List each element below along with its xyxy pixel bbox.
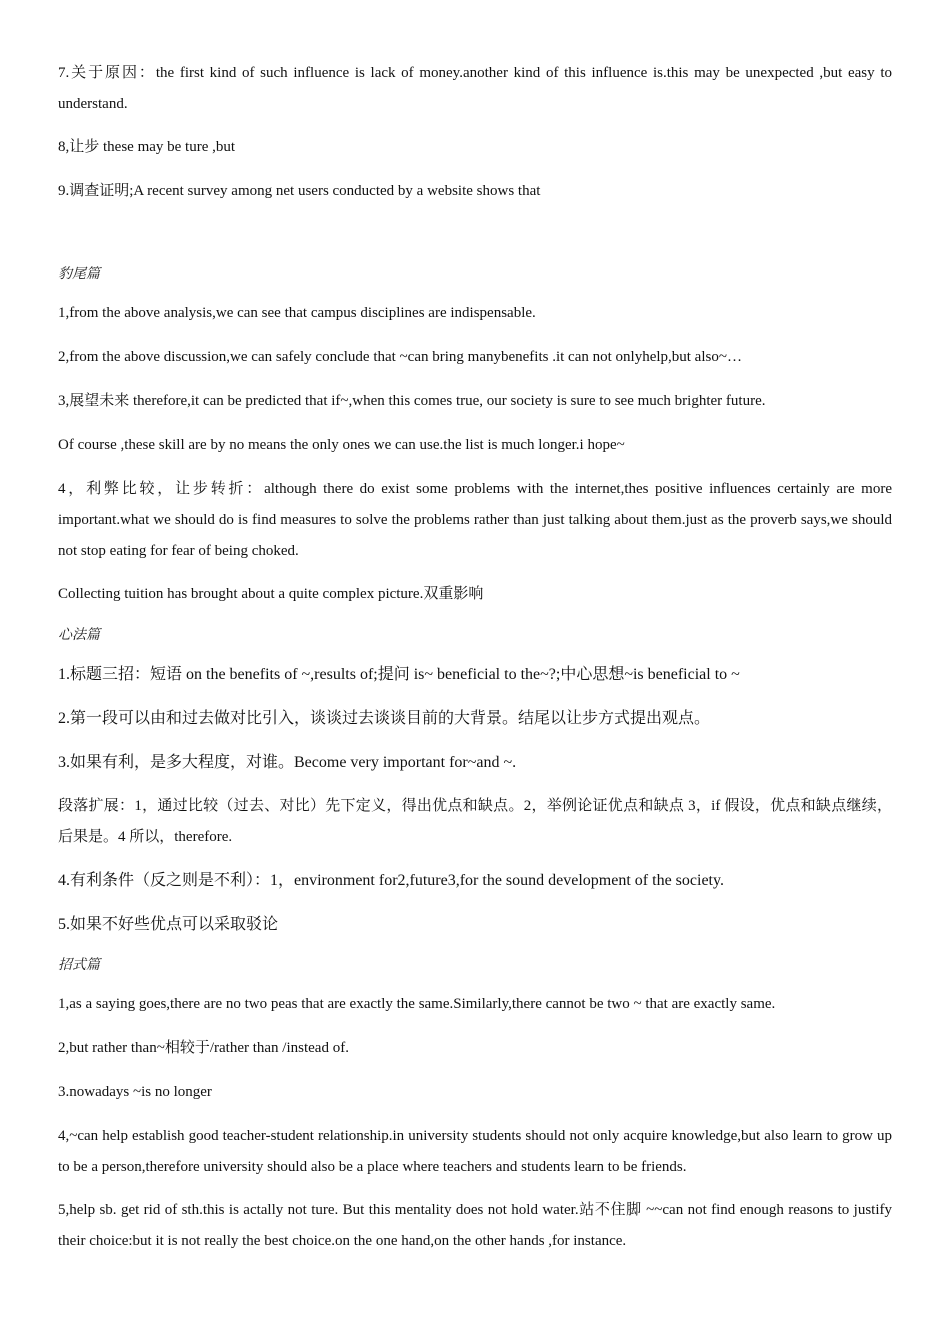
paragraph: 1.标题三招：短语 on the benefits of ~,results of;提问 is~ beneficial to the~?;中心思想~is beneficial to ~ xyxy=(58,666,740,683)
document-page xyxy=(58,58,892,1269)
section-heading: 心法篇 xyxy=(58,627,100,643)
paragraph: 7.关于原因：the first kind of such influence is lack of money.another kind of this influence is.this may be unexpected ,but easy to understand. xyxy=(58,65,892,112)
paragraph: 5.如果不好些优点可以采取驳论 xyxy=(58,916,279,933)
section-heading: 豹尾篇 xyxy=(58,266,100,282)
paragraph: 段落扩展：1，通过比较（过去、对比）先下定义，得出优点和缺点。2，举例论证优点和缺点 3，if 假设，优点和缺点继续，后果是。4 所以，therefore. xyxy=(58,798,892,845)
paragraph: 4,~can help establish good teacher-student relationship.in university students should not only acquire knowledge,but also learn to grow up to be a person,therefore university should also be a place where teachers and students learn to be friends. xyxy=(58,1128,892,1175)
section-heading: 招式篇 xyxy=(58,957,100,973)
spacer xyxy=(58,220,892,262)
paragraph: 1,from the above analysis,we can see that campus disciplines are indispensable. xyxy=(58,305,536,321)
paragraph: Collecting tuition has brought about a quite complex picture.双重影响 xyxy=(58,586,484,602)
paragraph: 3.nowadays ~is no longer xyxy=(58,1084,212,1100)
paragraph: 9.调查证明;A recent survey among net users conducted by a website shows that xyxy=(58,183,541,199)
paragraph: 2,but rather than~相较于/rather than /instead of. xyxy=(58,1040,349,1056)
paragraph: 3,展望未来 therefore,it can be predicted that if~,when this comes true, our society is sure to see much brighter future. xyxy=(58,393,766,409)
paragraph: 2.第一段可以由和过去做对比引入，谈谈过去谈谈目前的大背景。结尾以让步方式提出观点。 xyxy=(58,710,711,727)
paragraph: Of course ,these skill are by no means the only ones we can use.the list is much longer.i hope~ xyxy=(58,437,625,453)
paragraph: 2,from the above discussion,we can safely conclude that ~can bring manybenefits .it can not onlyhelp,but also~… xyxy=(58,349,742,365)
section-moves xyxy=(58,953,892,1257)
paragraph: 4，利弊比较，让步转折：although there do exist some problems with the internet,thes positive influences certainly are more important.what we should do is find measures to solve the problems rather than just talking about them.just as the proverb says,we should not stop eating for fear of being choked. xyxy=(58,481,892,559)
paragraph: 5,help sb. get rid of sth.this is actally not ture. But this mentality does not hold water.站不住脚 ~~can not find enough reasons to justify their choice:but it is not really the best choice.on the one hand,on the other hands ,for instance. xyxy=(58,1202,892,1249)
section-ending xyxy=(58,262,892,610)
paragraph: 8,让步 these may be ture ,but xyxy=(58,139,236,155)
section-reasons xyxy=(58,58,892,207)
paragraph: 4.有利条件（反之则是不利）：1，environment for2,future3,for the sound development of the society. xyxy=(58,872,724,889)
section-method xyxy=(58,623,892,940)
paragraph: 1,as a saying goes,there are no two peas that are exactly the same.Similarly,there cannot be two ~ that are exactly same. xyxy=(58,996,776,1012)
paragraph: 3.如果有利，是多大程度，对谁。Become very important for~and ~. xyxy=(58,754,517,771)
